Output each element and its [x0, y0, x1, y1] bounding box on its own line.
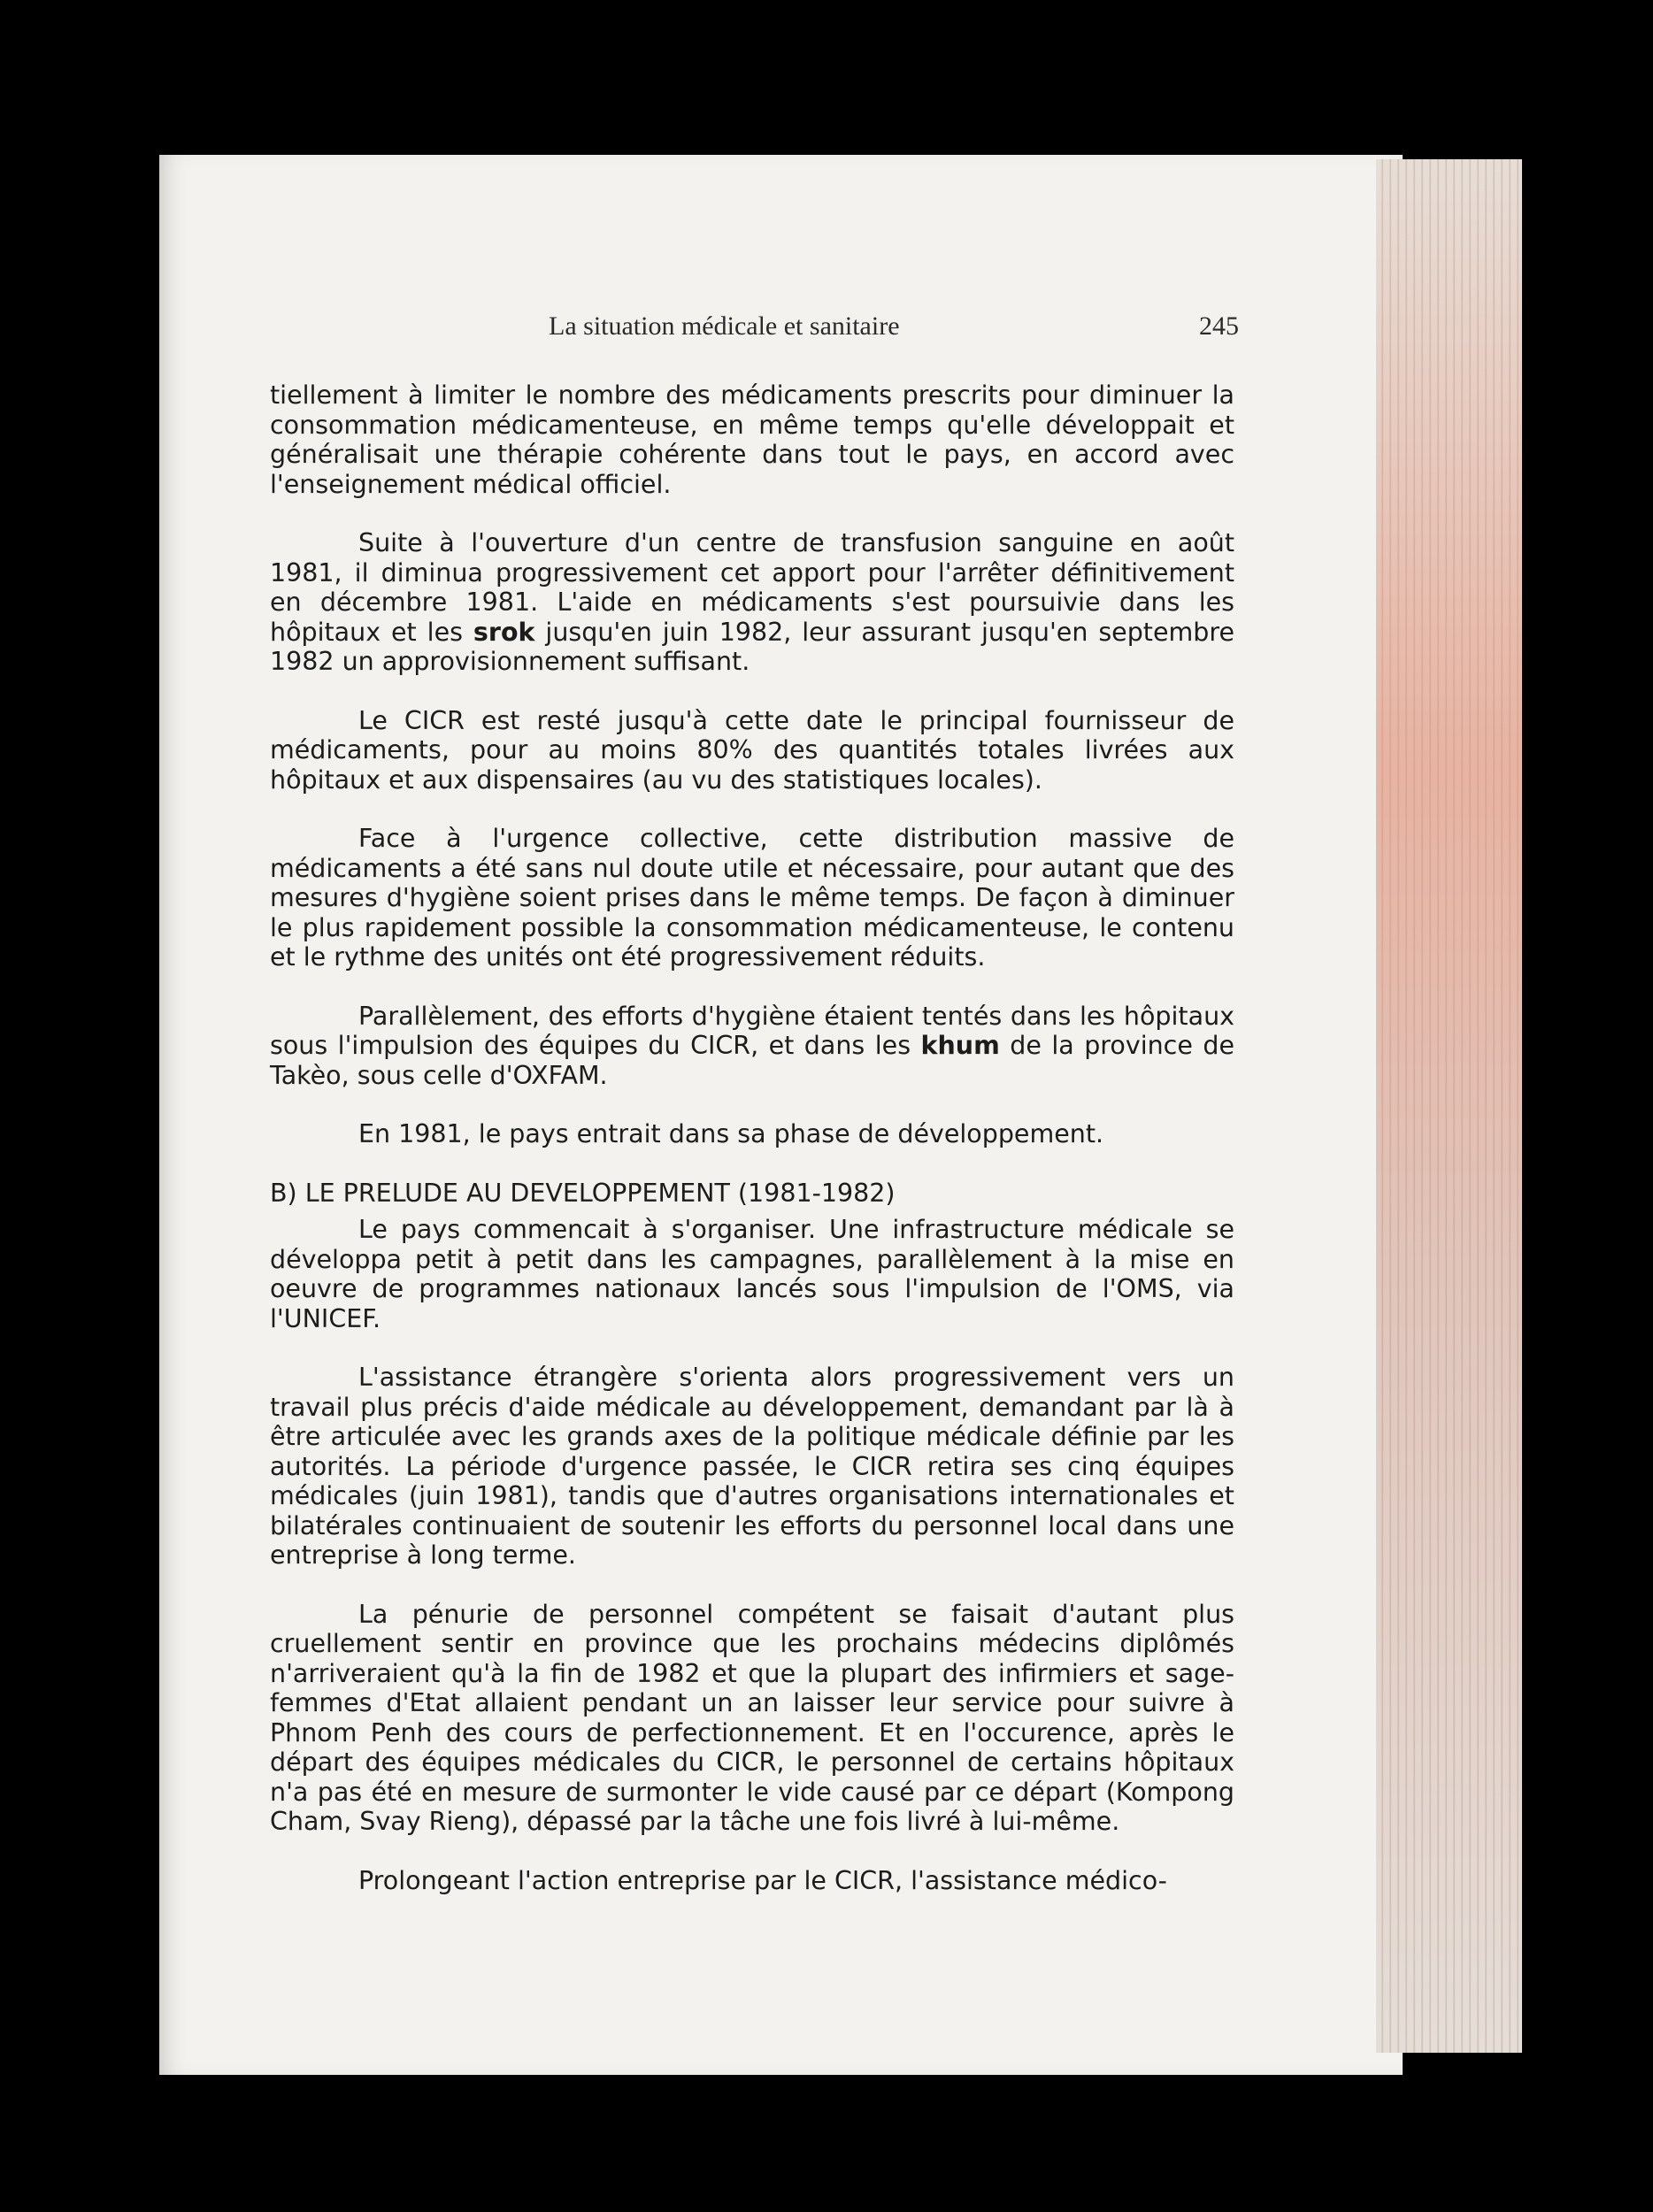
- paragraph-6: En 1981, le pays entrait dans sa phase de développement.: [358, 1119, 1104, 1148]
- section-heading: B) LE PRELUDE AU DEVELOPPEMENT (1981-1982): [270, 1178, 896, 1208]
- paragraph-7: Le pays commencait à s'organiser. Une infrastructure médicale se développa petit à petit dans les campagnes, parallèlement à la mise en oeuvre de programmes nationaux lancés sous l'impulsion de l'OMS, via l'UNICEF.: [270, 1215, 1234, 1333]
- paragraph-3: Le CICR est resté jusqu'à cette date le principal fournisseur de médicaments, pour au moins 80% des quantités totales livrées aux hôpitaux et aux dispensaires (au vu des statistiques locales).: [270, 705, 1234, 795]
- paragraph-2: Suite à l'ouverture d'un centre de transfusion sanguine en août 1981, il diminua progressivement cet apport pour l'arrêter définitivement en décembre 1981. L'aide en médicaments s'est poursuivie dans les hôpitaux et les srok jusqu'en juin 1982, leur assurant jusqu'en septembre 1982 un approvisionnement suffisant.: [270, 528, 1234, 676]
- paragraph-10: Prolongeant l'action entreprise par le CICR, l'assistance médico-: [358, 1865, 1167, 1895]
- paragraph-4: Face à l'urgence collective, cette distribution massive de médicaments a été sans nul doute utile et nécessaire, pour autant que des mesures d'hygiène soient prises dans le même temps. De façon à diminuer le plus rapidement possible la consommation médicamenteuse, le contenu et le rythme des unités ont été progressivement réduits.: [270, 824, 1234, 972]
- paragraph-1: tiellement à limiter le nombre des médicaments prescrits pour diminuer la consommation médicamenteuse, en même temps qu'elle développait et généralisait une thérapie cohérente dans tout le pays, en accord avec l'enseignement médical officiel.: [270, 380, 1234, 499]
- page-edges-tint: [1376, 159, 1522, 2053]
- paragraph-5: Parallèlement, des efforts d'hygiène étaient tentés dans les hôpitaux sous l'impulsion des équipes du CICR, et dans les khum de la province de Takèo, sous celle d'OXFAM.: [270, 1001, 1234, 1090]
- body-text: [270, 380, 1234, 1924]
- paragraph-8: L'assistance étrangère s'orienta alors progressivement vers un travail plus précis d'aide médicale au développement, demandant par là à être articulée avec les grands axes de la politique médicale définie par les autorités. La période d'urgence passée, le CICR retira ses cinq équipes médicales (juin 1981), tandis que d'autres organisations internationales et bilatérales continuaient de soutenir les efforts du personnel local dans une entreprise à long terme.: [270, 1363, 1234, 1570]
- running-title: La situation médicale et sanitaire: [549, 311, 900, 341]
- page-number: 245: [1199, 311, 1239, 341]
- paragraph-9: La pénurie de personnel compétent se faisait d'autant plus cruellement sentir en province que les prochains médecins diplômés n'arriveraient qu'à la fin de 1982 et que la plupart des infirmiers et sage-femmes d'Etat allaient pendant un an laisser leur service pour suivre à Phnom Penh des cours de perfectionnement. Et en l'occurence, après le départ des équipes médicales du CICR, le personnel de certains hôpitaux n'a pas été en mesure de surmonter le vide causé par ce départ (Kompong Cham, Svay Rieng), dépassé par la tâche une fois livré à lui-même.: [270, 1599, 1234, 1836]
